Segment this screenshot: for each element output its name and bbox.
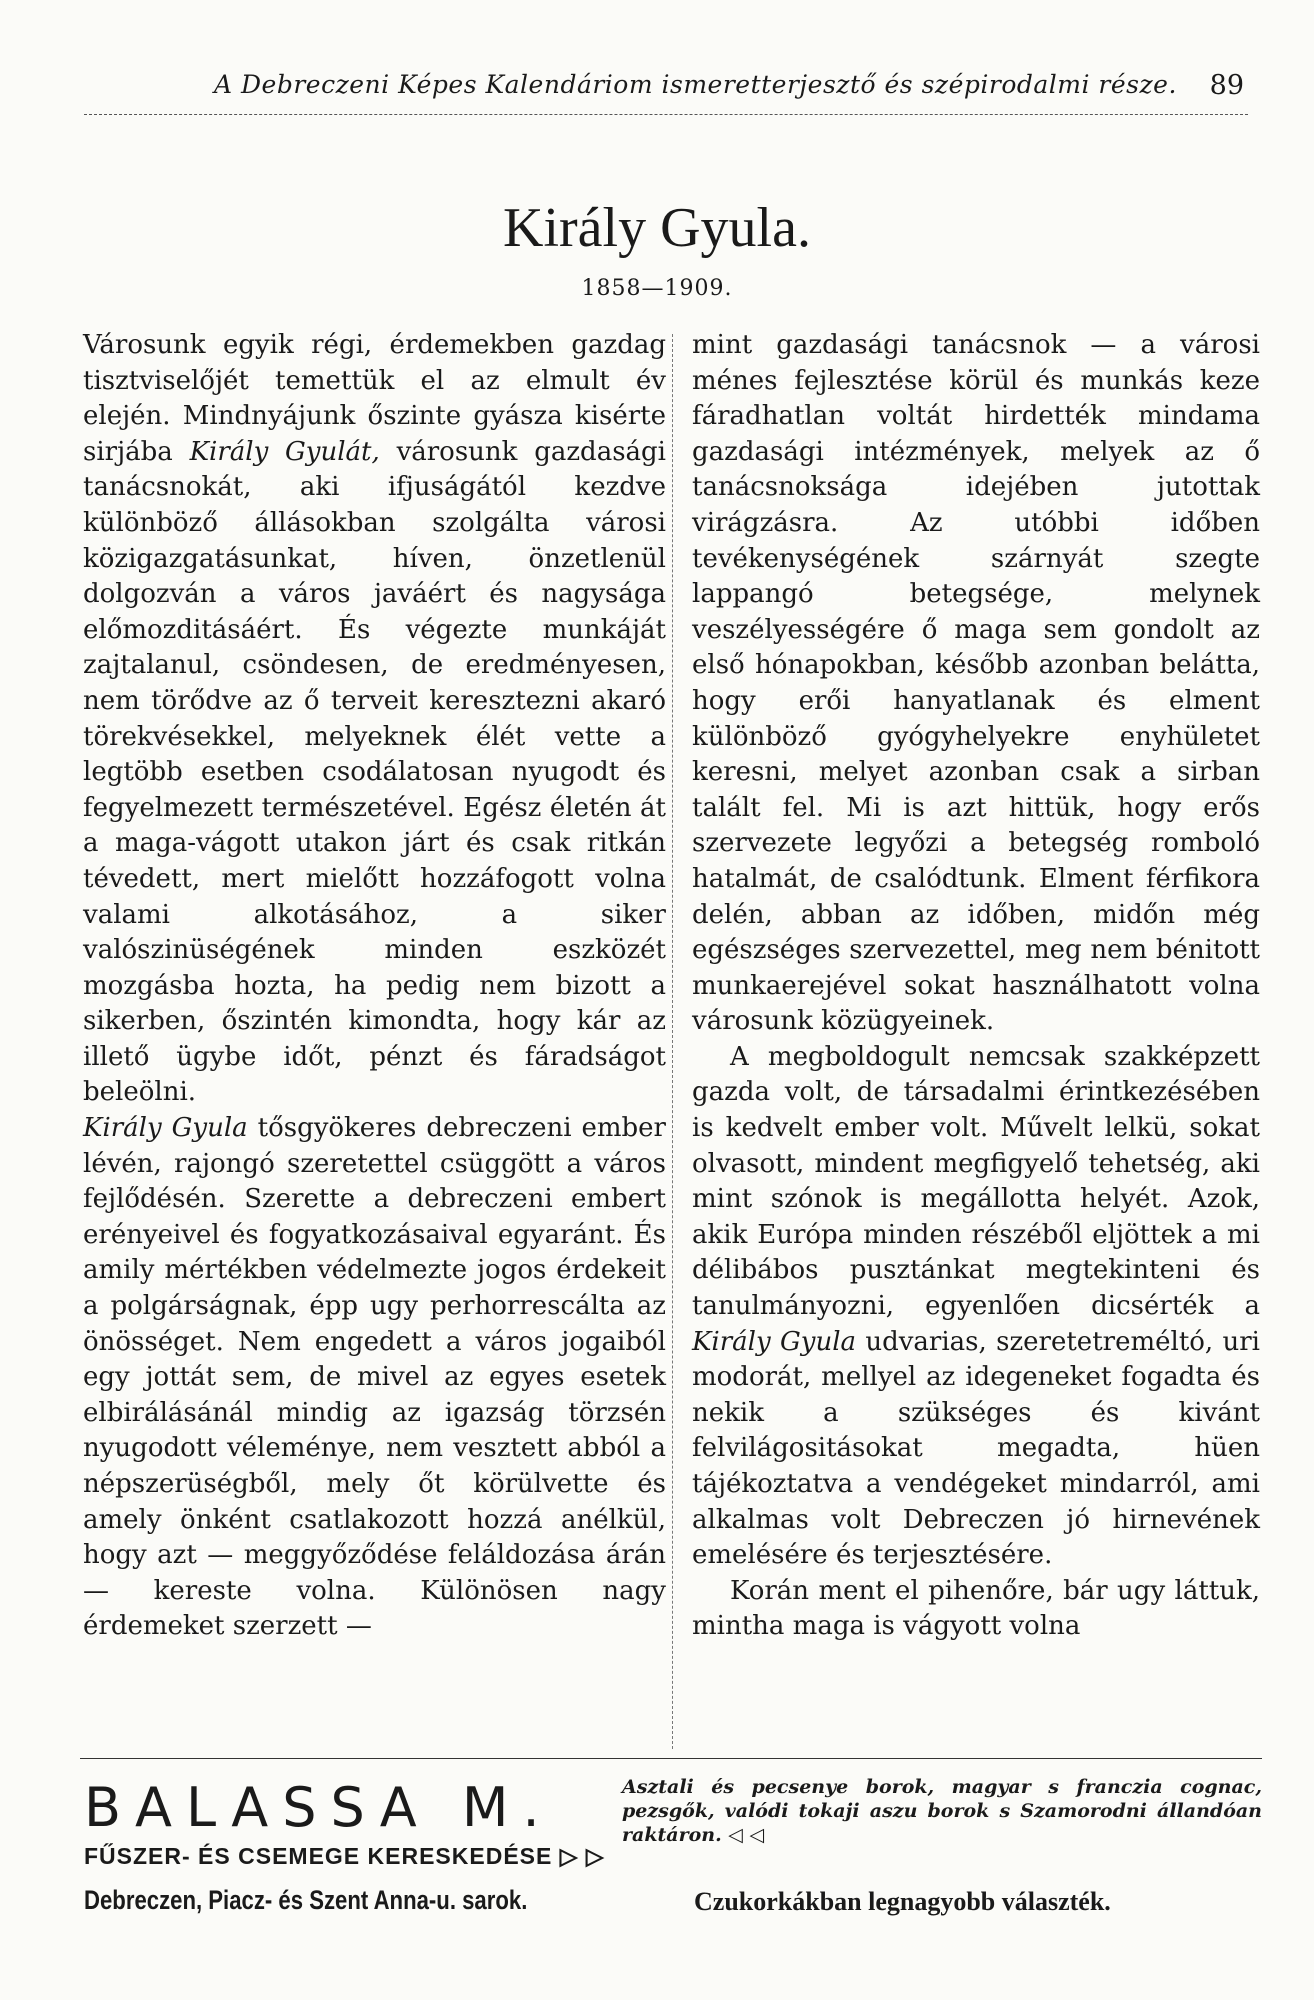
ad-address: Debreczen, Piacz- és Szent Anna-u. sarok. — [84, 1885, 528, 1915]
column-divider — [672, 334, 673, 1749]
name-emphasis: Király Gyula — [692, 1326, 857, 1357]
life-dates: 1858—1909. — [581, 276, 733, 301]
text-run: városunk gazdasági tanácsnokát, aki ifjuságától kezdve különböző állásokban szolgálta városi közigazgatásunkat, híven, önzetlenül dolgozván a város javáért és nagysága előmozditásáért. És végezte munkáját zajtalanul, csöndesen, de eredményesen, nem törődve az ő terveit keresztezni akaró törekvésekkel, melyeknek élét vette a legtöbb esetben csodálatosan nyugodt és fegyelmezett természetével. Egész életén át a maga-vágott utakon járt és csak ritkán tévedett, mert mielőtt hozzáfogott volna valami alkotásához, a siker valószinüségének minden eszközét mozgásba hozta, ha pedig nem bizott a sikerben, őszintén kimondta, hogy kár az illető ügybe időt, pénzt és fáradságot beleölni. — [83, 436, 666, 1108]
text-run: A megboldogult nemcsak szakképzett gazda volt, de társadalmi érintkezésében is kedvelt ember volt. Művelt lelkü, sokat olvasott, mindent megfigyelő tehetség, aki mint szónok is megállotta helyét. Azok, akik Európa minden részéből eljöttek a mi délibábos pusztánkat megtekinteni és tanulmányozni, egyenlően dicsérték a — [692, 1041, 1260, 1322]
ad-wines: Asztali és pecsenye borok, magyar s franczia cognac, pezsgők, valódi tokaji aszu borok s Szamorodni állandóan raktáron. ◁ ◁ — [622, 1776, 1262, 1846]
paragraph — [83, 328, 666, 1111]
paragraph — [83, 1111, 666, 1645]
text-run: Városunk egyik régi, érdemekben gazdag tisztviselőjét temettük el az elmult év elején. Mindnyájunk őszinte gyásza kisérte sirjába — [83, 330, 666, 467]
name-emphasis: Király Gyula — [83, 1113, 248, 1144]
running-title: A Debreczeni Képes Kalendáriom ismeretterjesztő és szépirodalmi része. — [214, 70, 1177, 99]
advertisement — [80, 1758, 1262, 1959]
text-run: udvarias, szeretetreméltó, uri modorát, mellyel az idegeneket fogadta és nekik a szükséges és kivánt felvilágositásokat megadta, hüen tájékoztatva a vendégeket mindarról, ami alkalmas volt Debreczen jó hirnevének emelésére és terjesztésére. — [692, 1326, 1260, 1571]
paragraph: Korán ment el pihenőre, bár ugy láttuk, mintha maga is vágyott volna — [692, 1575, 1260, 1642]
ad-shop-type: FŰSZER- ÉS CSEMEGE KERESKEDÉSE ▷ ▷ — [84, 1843, 605, 1869]
paragraph — [692, 1040, 1260, 1574]
text-run: tősgyökeres debreczeni ember lévén, rajongó szeretettel csüggött a város fejlődésén. Szerette a debreczeni embert erényeivel és fogyatkozásaival egyaránt. És amily mértékben védelmezte jogos érdekeit a polgárságnak, épp ugy perhorrescálta az önösséget. Nem engedett a város jogaiból egy jottát sem, de mivel az egyes esetek elbirálásánál mindig az igazság törzsén nyugodott véleménye, nem vesztett abból a népszerüségből, mely őt körülvette és amely önként csatlakozott hozzá anélkül, hogy azt — meggyőződése feláldozása árán — kereste volna. Különösen nagy érdemeket szerzett — — [83, 1113, 666, 1642]
article-title: Király Gyula. — [503, 197, 811, 259]
ad-brand: BALASSA M. — [84, 1776, 554, 1839]
running-header — [84, 64, 1248, 115]
right-column — [692, 328, 1260, 1645]
name-emphasis: Király Gyulát, — [189, 436, 380, 467]
left-column — [83, 328, 666, 1645]
page-number: 89 — [1209, 70, 1244, 101]
paragraph: mint gazdasági tanácsnok — a városi ménes fejlesztése körül és munkás keze fáradhatlan voltát hirdették mindama gazdasági intézmények, melyek az ő tanácsnoksága idejében jutottak virágzásra. Az utóbbi időben tevékenységének szárnyát szegte lappangó betegsége, melynek veszélyességére ő maga sem gondolt az első hónapokban, később azonban belátta, hogy erői hanyatlanak és elment különböző gyógyhelyekre enyhületet keresni, melyet azonban csak a sirban talált fel. Mi is azt hittük, hogy erős szervezete legyőzi a betegség romboló hatalmát, de csalódtunk. Elment férfikora delén, abban az időben, midőn még egészséges szervezettel, meg nem bénitott munkaerejével sokat használhatott volna városunk közügyeinek. — [692, 330, 1260, 1037]
ad-sugar: Czukorkákban legnagyobb választék. — [694, 1887, 1111, 1916]
